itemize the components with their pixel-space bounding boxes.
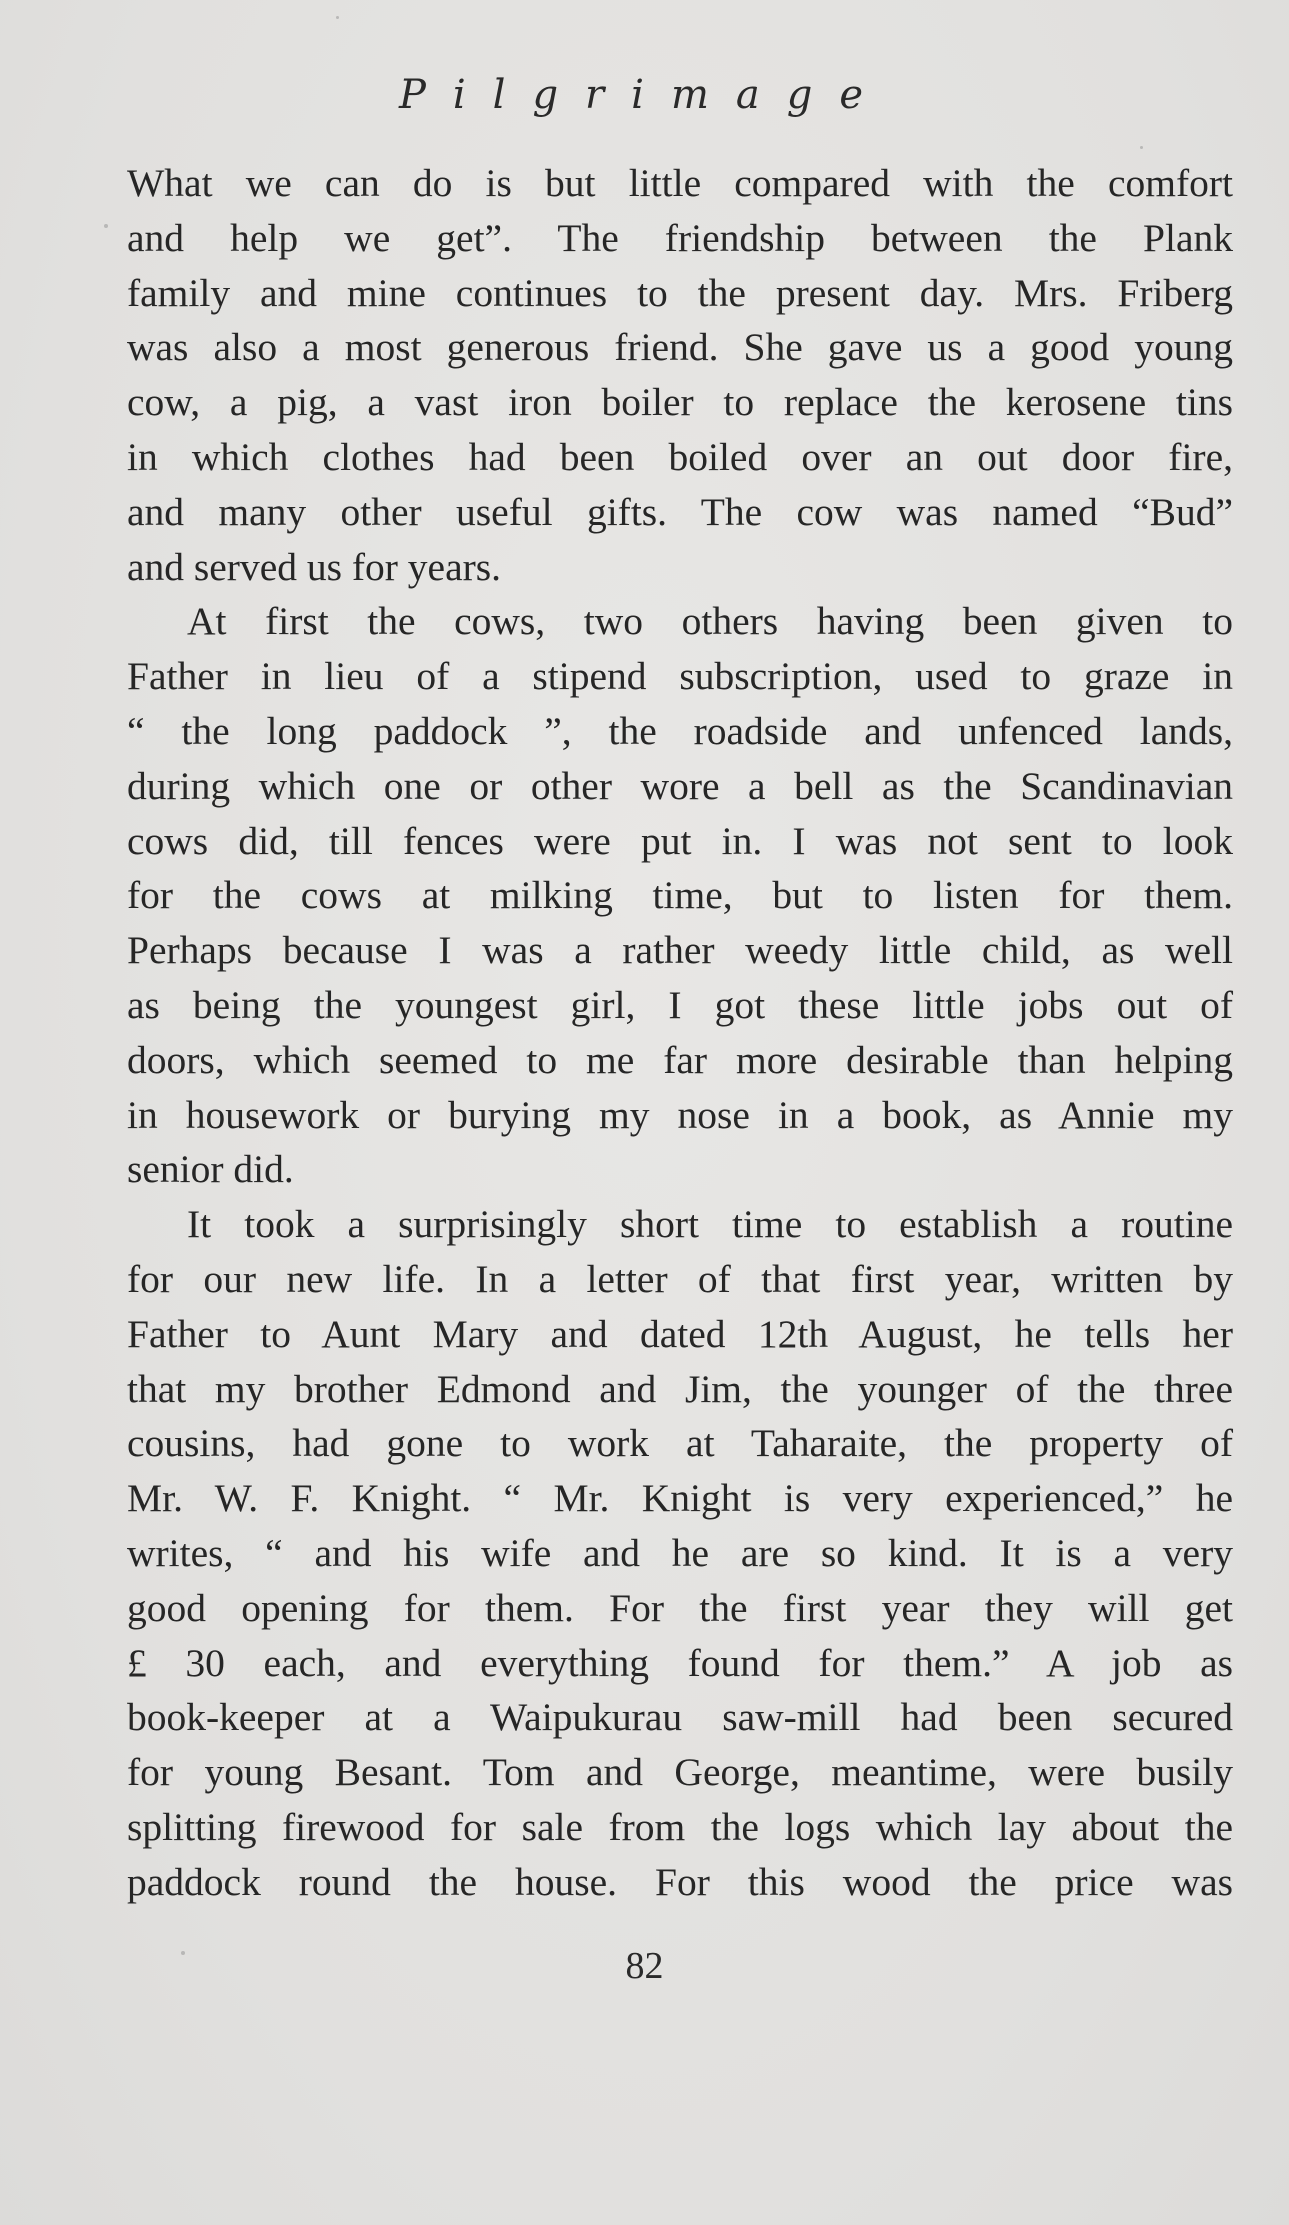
text-line: writes, “ and his wife and he are so kind. It is a very xyxy=(127,1530,1233,1575)
text-line: It took a surprisingly short time to establish a routine xyxy=(187,1202,1233,1247)
text-line: doors, which seemed to me far more desirable than helping xyxy=(127,1037,1233,1082)
text-line: and served us for years. xyxy=(127,544,502,589)
text-line: senior did. xyxy=(127,1147,294,1192)
text-line: cows did, till fences were put in. I was not sent to look xyxy=(127,818,1233,863)
text-line: that my brother Edmond and Jim, the younger of the three xyxy=(127,1366,1233,1411)
text-line: was also a most generous friend. She gave us a good young xyxy=(127,325,1233,370)
paper-speck xyxy=(104,224,108,228)
text-line: in which clothes had been boiled over an out door fire, xyxy=(127,434,1233,479)
text-line: during which one or other wore a bell as the Scandinavian xyxy=(127,763,1233,808)
paper-speck xyxy=(181,1951,185,1955)
text-line: At first the cows, two others having been given to xyxy=(187,599,1233,644)
text-line: paddock round the house. For this wood the price was xyxy=(127,1859,1233,1904)
text-line: Perhaps because I was a rather weedy little child, as well xyxy=(127,928,1233,973)
text-line: good opening for them. For the first year they will get xyxy=(127,1585,1233,1630)
text-line: cousins, had gone to work at Taharaite, the property of xyxy=(127,1421,1233,1466)
text-line: splitting firewood for sale from the logs which lay about the xyxy=(127,1804,1233,1849)
text-line: “ the long paddock ”, the roadside and unfenced lands, xyxy=(127,708,1233,753)
running-head: Pilgrimage xyxy=(398,72,891,118)
text-line: for young Besant. Tom and George, meantime, were busily xyxy=(127,1750,1233,1795)
text-line: book-keeper at a Waipukurau saw-mill had been secured xyxy=(127,1695,1233,1740)
text-line: and help we get”. The friendship between the Plank xyxy=(127,215,1233,260)
paper-speck xyxy=(1140,146,1143,149)
text-line: for the cows at milking time, but to listen for them. xyxy=(127,873,1233,918)
text-line: as being the youngest girl, I got these little jobs out of xyxy=(127,982,1233,1027)
text-line: Father in lieu of a stipend subscription, used to graze in xyxy=(127,654,1233,699)
text-line: for our new life. In a letter of that first year, written by xyxy=(127,1256,1233,1301)
text-line: cow, a pig, a vast iron boiler to replace the kerosene tins xyxy=(127,380,1233,425)
paper-speck xyxy=(336,16,339,19)
text-line: What we can do is but little compared with the comfort xyxy=(127,161,1233,205)
text-line: £ 30 each, and everything found for them.” A job as xyxy=(127,1640,1233,1685)
text-line: Mr. W. F. Knight. “ Mr. Knight is very experienced,” he xyxy=(127,1476,1233,1521)
text-line: in housework or burying my nose in a book, as Annie my xyxy=(127,1092,1233,1137)
text-line: and many other useful gifts. The cow was named “Bud” xyxy=(127,489,1233,534)
body-text xyxy=(127,156,1233,1910)
text-line: family and mine continues to the present day. Mrs. Friberg xyxy=(127,270,1233,315)
page-number: 82 xyxy=(625,1945,664,1987)
text-line: Father to Aunt Mary and dated 12th August, he tells her xyxy=(127,1311,1233,1356)
